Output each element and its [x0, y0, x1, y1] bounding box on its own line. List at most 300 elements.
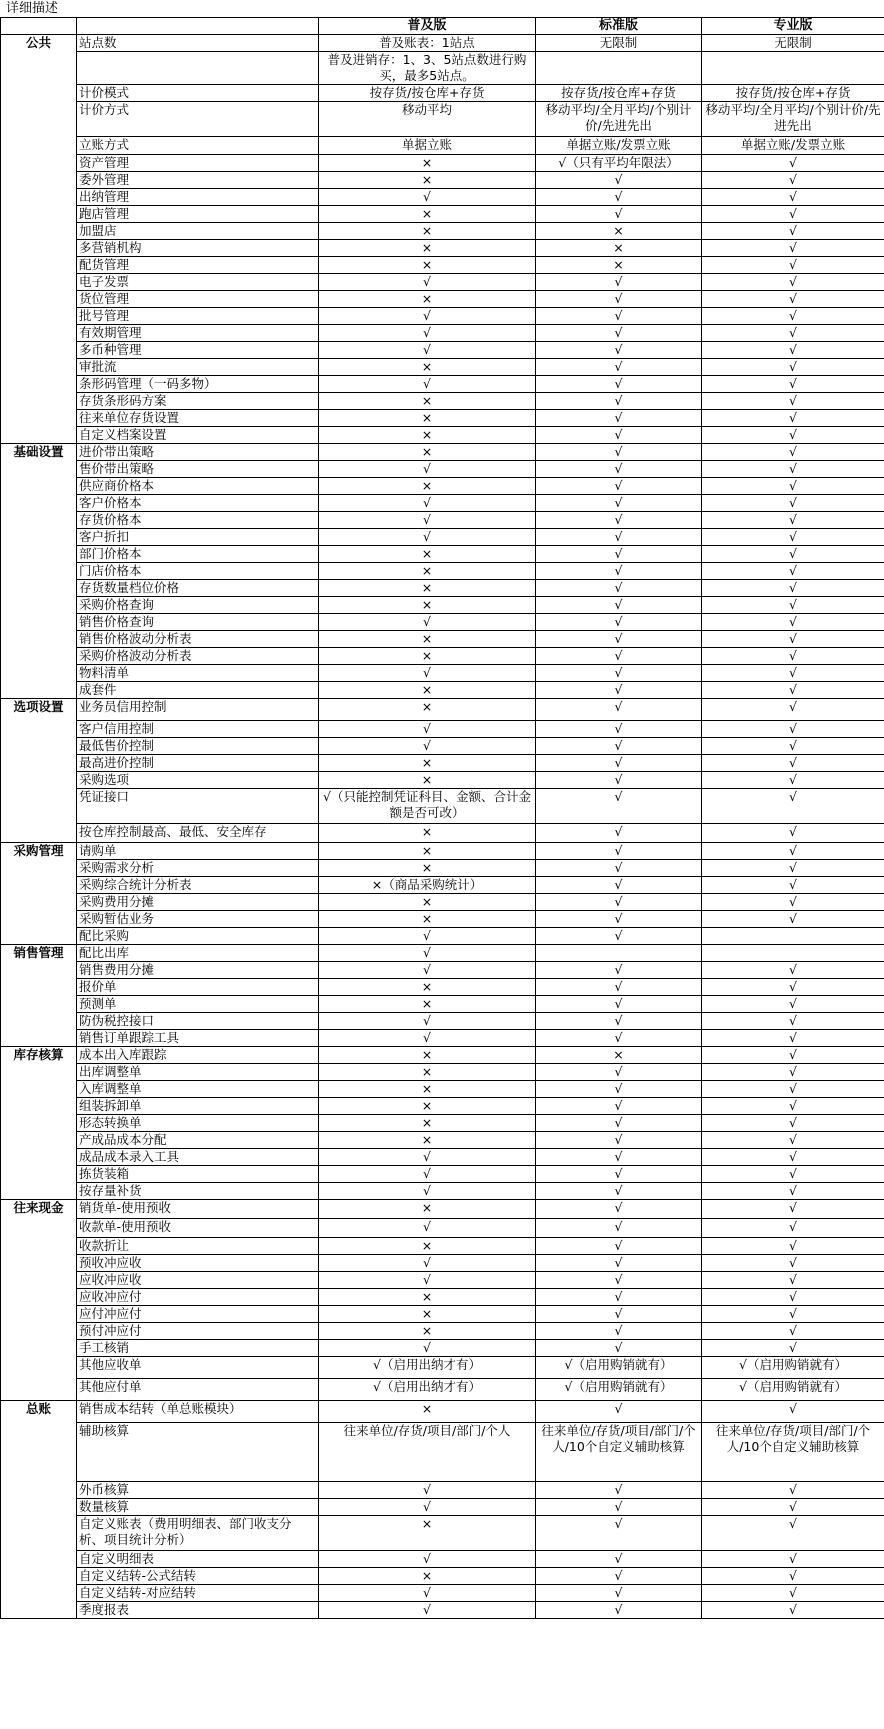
feature-name: 收款单-使用预收	[77, 1219, 319, 1238]
value-pro: √	[702, 962, 884, 979]
feature-name: 销货单-使用预收	[77, 1200, 319, 1219]
value-basic: ×	[319, 979, 536, 996]
feature-name: 采购价格波动分析表	[77, 648, 319, 665]
table-row	[1, 155, 884, 172]
value-standard: ×	[536, 240, 702, 257]
value-basic: 移动平均	[319, 102, 536, 137]
value-pro: √	[702, 1568, 884, 1585]
table-row	[1, 1030, 884, 1047]
header-feature	[77, 18, 319, 35]
value-standard: √	[536, 1516, 702, 1551]
value-standard: ×	[536, 257, 702, 274]
feature-name: 存货数量档位价格	[77, 580, 319, 597]
header-edition-basic: 普及版	[319, 18, 536, 35]
feature-name: 最高进价控制	[77, 755, 319, 772]
table-row	[1, 1323, 884, 1340]
value-basic: √	[319, 721, 536, 738]
value-basic: 普及账表：1站点	[319, 35, 536, 52]
feature-name: 存货价格本	[77, 512, 319, 529]
feature-name: 委外管理	[77, 172, 319, 189]
value-standard: √	[536, 529, 702, 546]
category-cell: 采购管理	[1, 843, 77, 945]
feature-name: 最低售价控制	[77, 738, 319, 755]
table-row	[1, 1551, 884, 1568]
value-basic: ×	[319, 155, 536, 172]
value-basic: ×	[319, 772, 536, 789]
value-standard: √	[536, 495, 702, 512]
value-basic: 普及进销存：1、3、5站点数进行购买，最多5站点。	[319, 52, 536, 85]
value-basic: √	[319, 1149, 536, 1166]
value-basic: √	[319, 1219, 536, 1238]
feature-name: 成套件	[77, 682, 319, 699]
value-standard: √	[536, 1030, 702, 1047]
value-pro: √	[702, 631, 884, 648]
value-basic: ×	[319, 648, 536, 665]
value-pro: √	[702, 257, 884, 274]
table-row	[1, 172, 884, 189]
table-row	[1, 789, 884, 824]
table-row	[1, 1401, 884, 1423]
value-standard: √	[536, 631, 702, 648]
table-row	[1, 1013, 884, 1030]
value-standard: √（启用购销就有）	[536, 1357, 702, 1379]
feature-name: 成品成本录入工具	[77, 1149, 319, 1166]
table-row	[1, 427, 884, 444]
value-basic: √	[319, 308, 536, 325]
value-standard: 移动平均/全月平均/个别计价/先进先出	[536, 102, 702, 137]
table-row	[1, 529, 884, 546]
value-pro: √	[702, 1401, 884, 1423]
value-standard: √	[536, 962, 702, 979]
value-standard: √	[536, 1132, 702, 1149]
value-basic: ×	[319, 755, 536, 772]
value-pro: √	[702, 342, 884, 359]
value-basic: ×	[319, 1516, 536, 1551]
value-pro: √	[702, 1272, 884, 1289]
table-row	[1, 1081, 884, 1098]
value-pro: √	[702, 172, 884, 189]
value-standard: √	[536, 308, 702, 325]
table-row	[1, 1183, 884, 1200]
table-row	[1, 189, 884, 206]
table-row	[1, 274, 884, 291]
feature-name: 采购价格查询	[77, 597, 319, 614]
value-pro: √	[702, 1306, 884, 1323]
value-basic: √	[319, 1551, 536, 1568]
value-basic: ×	[319, 580, 536, 597]
feature-name: 拣货装箱	[77, 1166, 319, 1183]
feature-name: 客户折扣	[77, 529, 319, 546]
feature-name: 请购单	[77, 843, 319, 860]
table-row	[1, 359, 884, 376]
feature-name: 立账方式	[77, 137, 319, 155]
value-standard: 单据立账/发票立账	[536, 137, 702, 155]
value-pro: √	[702, 1132, 884, 1149]
value-standard: √	[536, 979, 702, 996]
value-basic: ×	[319, 1289, 536, 1306]
value-pro: √	[702, 444, 884, 461]
value-pro: √	[702, 1585, 884, 1602]
value-pro: √	[702, 996, 884, 1013]
feature-name: 销售费用分摊	[77, 962, 319, 979]
value-basic: √	[319, 738, 536, 755]
feature-name: 加盟店	[77, 223, 319, 240]
feature-name: 销售订单跟踪工具	[77, 1030, 319, 1047]
value-pro: √	[702, 1340, 884, 1357]
feature-name: 客户信用控制	[77, 721, 319, 738]
value-standard: √	[536, 682, 702, 699]
table-row	[1, 137, 884, 155]
feature-name: 数量核算	[77, 1499, 319, 1516]
value-basic: ×	[319, 1200, 536, 1219]
value-standard: √	[536, 1551, 702, 1568]
value-basic: ×	[319, 1047, 536, 1064]
value-basic: ×	[319, 1238, 536, 1255]
feature-name: 应收冲应付	[77, 1289, 319, 1306]
value-pro: 单据立账/发票立账	[702, 137, 884, 155]
value-standard: √	[536, 274, 702, 291]
value-standard: √	[536, 427, 702, 444]
value-basic: ×	[319, 257, 536, 274]
value-basic: √	[319, 945, 536, 962]
value-standard: √	[536, 172, 702, 189]
table-row	[1, 1585, 884, 1602]
value-basic: ×	[319, 1323, 536, 1340]
value-pro: √	[702, 1551, 884, 1568]
value-standard	[536, 945, 702, 962]
value-standard: √	[536, 410, 702, 427]
table-row	[1, 1238, 884, 1255]
feature-name: 存货条形码方案	[77, 393, 319, 410]
value-standard: √	[536, 325, 702, 342]
value-standard: √（启用购销就有）	[536, 1379, 702, 1401]
value-standard: √	[536, 1098, 702, 1115]
value-pro: √	[702, 1115, 884, 1132]
value-pro: √	[702, 1047, 884, 1064]
table-row	[1, 1255, 884, 1272]
feature-name: 自定义账表（费用明细表、部门收支分析、项目统计分析）	[77, 1516, 319, 1551]
value-pro: √	[702, 772, 884, 789]
table-row	[1, 1516, 884, 1551]
feature-comparison-table	[0, 17, 884, 1619]
value-standard: √	[536, 877, 702, 894]
value-pro: √	[702, 648, 884, 665]
feature-name: 自定义结转-对应结转	[77, 1585, 319, 1602]
value-standard: 无限制	[536, 35, 702, 52]
feature-name: 物料清单	[77, 665, 319, 682]
feature-name: 配比采购	[77, 928, 319, 945]
table-row	[1, 495, 884, 512]
value-basic: ×	[319, 699, 536, 721]
value-basic: ×	[319, 563, 536, 580]
value-pro: √	[702, 495, 884, 512]
value-pro: √	[702, 1030, 884, 1047]
feature-name: 采购暂估业务	[77, 911, 319, 928]
value-pro: √	[702, 461, 884, 478]
value-standard	[536, 52, 702, 85]
value-basic: ×	[319, 427, 536, 444]
feature-name: 货位管理	[77, 291, 319, 308]
value-basic: 按存货/按仓库+存货	[319, 85, 536, 102]
value-standard: √	[536, 461, 702, 478]
value-pro: √（启用购销就有）	[702, 1357, 884, 1379]
table-row	[1, 223, 884, 240]
feature-name: 自定义明细表	[77, 1551, 319, 1568]
value-pro: √	[702, 1081, 884, 1098]
value-pro: √	[702, 1013, 884, 1030]
table-row	[1, 1482, 884, 1499]
table-row	[1, 257, 884, 274]
value-pro: √	[702, 1255, 884, 1272]
value-pro: √	[702, 721, 884, 738]
feature-name: 按仓库控制最高、最低、安全库存	[77, 824, 319, 843]
value-standard: √	[536, 721, 702, 738]
value-basic: √（只能控制凭证科目、金额、合计金额是否可改）	[319, 789, 536, 824]
value-basic: √	[319, 189, 536, 206]
value-standard: √	[536, 444, 702, 461]
value-pro: √	[702, 1166, 884, 1183]
value-standard: √	[536, 1149, 702, 1166]
table-row	[1, 291, 884, 308]
feature-name: 电子发票	[77, 274, 319, 291]
value-standard: √	[536, 206, 702, 223]
value-standard: √	[536, 1401, 702, 1423]
table-row	[1, 444, 884, 461]
value-pro: √	[702, 410, 884, 427]
value-pro: √	[702, 393, 884, 410]
table-row	[1, 996, 884, 1013]
value-standard: √	[536, 1482, 702, 1499]
feature-name: 应收冲应收	[77, 1272, 319, 1289]
category-cell: 总账	[1, 1401, 77, 1619]
value-standard: 按存货/按仓库+存货	[536, 85, 702, 102]
table-row	[1, 1115, 884, 1132]
value-basic: √	[319, 1602, 536, 1619]
value-pro: √	[702, 223, 884, 240]
feature-name: 手工核销	[77, 1340, 319, 1357]
value-basic: √	[319, 1585, 536, 1602]
value-pro: √	[702, 427, 884, 444]
value-standard: √	[536, 1323, 702, 1340]
value-basic: √	[319, 1340, 536, 1357]
value-pro: √	[702, 155, 884, 172]
value-pro: √	[702, 860, 884, 877]
table-row	[1, 1568, 884, 1585]
feature-name: 销售价格波动分析表	[77, 631, 319, 648]
feature-name: 成本出入库跟踪	[77, 1047, 319, 1064]
feature-name: 供应商价格本	[77, 478, 319, 495]
value-pro: √	[702, 979, 884, 996]
value-basic: ×	[319, 631, 536, 648]
feature-name: 其他应付单	[77, 1379, 319, 1401]
value-pro: √	[702, 1200, 884, 1219]
feature-name: 采购选项	[77, 772, 319, 789]
table-row	[1, 945, 884, 962]
value-pro: √	[702, 843, 884, 860]
value-standard: √	[536, 1238, 702, 1255]
feature-name: 有效期管理	[77, 325, 319, 342]
table-row	[1, 342, 884, 359]
value-pro: √	[702, 755, 884, 772]
feature-name: 审批流	[77, 359, 319, 376]
value-standard: √	[536, 1115, 702, 1132]
value-basic: ×	[319, 1098, 536, 1115]
table-row	[1, 843, 884, 860]
value-pro: √	[702, 1482, 884, 1499]
feature-name: 多币种管理	[77, 342, 319, 359]
value-standard: √	[536, 860, 702, 877]
feature-name: 批号管理	[77, 308, 319, 325]
table-row	[1, 699, 884, 721]
value-basic: ×	[319, 444, 536, 461]
table-row	[1, 1064, 884, 1081]
feature-name: 出库调整单	[77, 1064, 319, 1081]
table-row	[1, 1499, 884, 1516]
feature-name: 报价单	[77, 979, 319, 996]
value-basic: ×	[319, 894, 536, 911]
value-basic: ×	[319, 682, 536, 699]
feature-name: 凭证接口	[77, 789, 319, 824]
table-row	[1, 1602, 884, 1619]
table-row	[1, 393, 884, 410]
value-basic: ×	[319, 223, 536, 240]
value-standard: √	[536, 772, 702, 789]
value-pro: √	[702, 665, 884, 682]
table-row	[1, 1423, 884, 1482]
value-standard: √	[536, 563, 702, 580]
feature-name: 应付冲应付	[77, 1306, 319, 1323]
value-pro: √	[702, 789, 884, 824]
feature-name: 进价带出策略	[77, 444, 319, 461]
table-row	[1, 461, 884, 478]
value-basic: ×	[319, 359, 536, 376]
feature-name	[77, 52, 319, 85]
value-pro: √	[702, 1149, 884, 1166]
feature-name: 产成品成本分配	[77, 1132, 319, 1149]
value-basic: ×	[319, 860, 536, 877]
value-basic: √	[319, 461, 536, 478]
value-pro: √	[702, 512, 884, 529]
value-pro: √	[702, 1183, 884, 1200]
value-pro: √	[702, 824, 884, 843]
value-standard: √	[536, 546, 702, 563]
value-pro: 往来单位/存货/项目/部门/个人/10个自定义辅助核算	[702, 1423, 884, 1482]
value-basic: 单据立账	[319, 137, 536, 155]
value-basic: ×	[319, 824, 536, 843]
page-title: 详细描述	[6, 1, 59, 16]
value-basic: ×	[319, 206, 536, 223]
value-basic: √	[319, 495, 536, 512]
value-pro: √	[702, 1289, 884, 1306]
table-row	[1, 240, 884, 257]
value-pro: √	[702, 189, 884, 206]
value-basic: ×	[319, 546, 536, 563]
value-pro: √	[702, 1098, 884, 1115]
value-standard: √	[536, 1499, 702, 1516]
feature-name: 出纳管理	[77, 189, 319, 206]
value-basic: ×	[319, 1064, 536, 1081]
value-basic: ×	[319, 1401, 536, 1423]
value-basic: √（启用出纳才有）	[319, 1379, 536, 1401]
table-row	[1, 1379, 884, 1401]
feature-name: 销售成本结转（单总账模块）	[77, 1401, 319, 1423]
value-standard: √	[536, 1166, 702, 1183]
table-row	[1, 721, 884, 738]
table-row	[1, 85, 884, 102]
table-row	[1, 512, 884, 529]
value-basic: ×	[319, 597, 536, 614]
header-corner	[1, 18, 77, 35]
table-row	[1, 376, 884, 393]
table-row	[1, 1306, 884, 1323]
feature-name: 业务员信用控制	[77, 699, 319, 721]
feature-name: 收款折让	[77, 1238, 319, 1255]
table-row	[1, 682, 884, 699]
value-standard: √	[536, 1064, 702, 1081]
category-cell: 公共	[1, 35, 77, 444]
table-row	[1, 1047, 884, 1064]
table-row	[1, 1357, 884, 1379]
table-row	[1, 962, 884, 979]
value-basic: ×	[319, 393, 536, 410]
value-standard: ×	[536, 223, 702, 240]
table-row	[1, 614, 884, 631]
value-pro: √	[702, 1516, 884, 1551]
value-pro: √	[702, 206, 884, 223]
table-row	[1, 1166, 884, 1183]
value-pro: √	[702, 376, 884, 393]
table-row	[1, 478, 884, 495]
feature-name: 自定义档案设置	[77, 427, 319, 444]
feature-name: 入库调整单	[77, 1081, 319, 1098]
feature-name: 门店价格本	[77, 563, 319, 580]
value-pro: √	[702, 580, 884, 597]
value-basic: √	[319, 928, 536, 945]
value-standard: √	[536, 512, 702, 529]
value-pro: √	[702, 308, 884, 325]
value-basic: ×	[319, 1081, 536, 1098]
value-pro: √	[702, 1238, 884, 1255]
table-row	[1, 738, 884, 755]
feature-name: 季度报表	[77, 1602, 319, 1619]
table-row	[1, 824, 884, 843]
feature-name: 条形码管理（一码多物）	[77, 376, 319, 393]
feature-name: 防伪税控接口	[77, 1013, 319, 1030]
value-basic: √	[319, 962, 536, 979]
value-standard: √	[536, 894, 702, 911]
value-standard: √	[536, 1306, 702, 1323]
value-standard: √	[536, 393, 702, 410]
value-pro: √	[702, 240, 884, 257]
value-pro: √	[702, 1323, 884, 1340]
value-pro: √	[702, 894, 884, 911]
value-basic: ×（商品采购统计）	[319, 877, 536, 894]
value-basic: ×	[319, 478, 536, 495]
table-row	[1, 563, 884, 580]
value-pro: √	[702, 614, 884, 631]
value-standard: √	[536, 376, 702, 393]
value-pro	[702, 945, 884, 962]
value-basic: ×	[319, 911, 536, 928]
value-standard: 往来单位/存货/项目/部门/个人/10个自定义辅助核算	[536, 1423, 702, 1482]
value-basic: √	[319, 1013, 536, 1030]
table-row	[1, 546, 884, 563]
value-pro: √	[702, 1219, 884, 1238]
value-pro: √	[702, 291, 884, 308]
value-basic: ×	[319, 996, 536, 1013]
value-basic: ×	[319, 240, 536, 257]
value-pro	[702, 928, 884, 945]
